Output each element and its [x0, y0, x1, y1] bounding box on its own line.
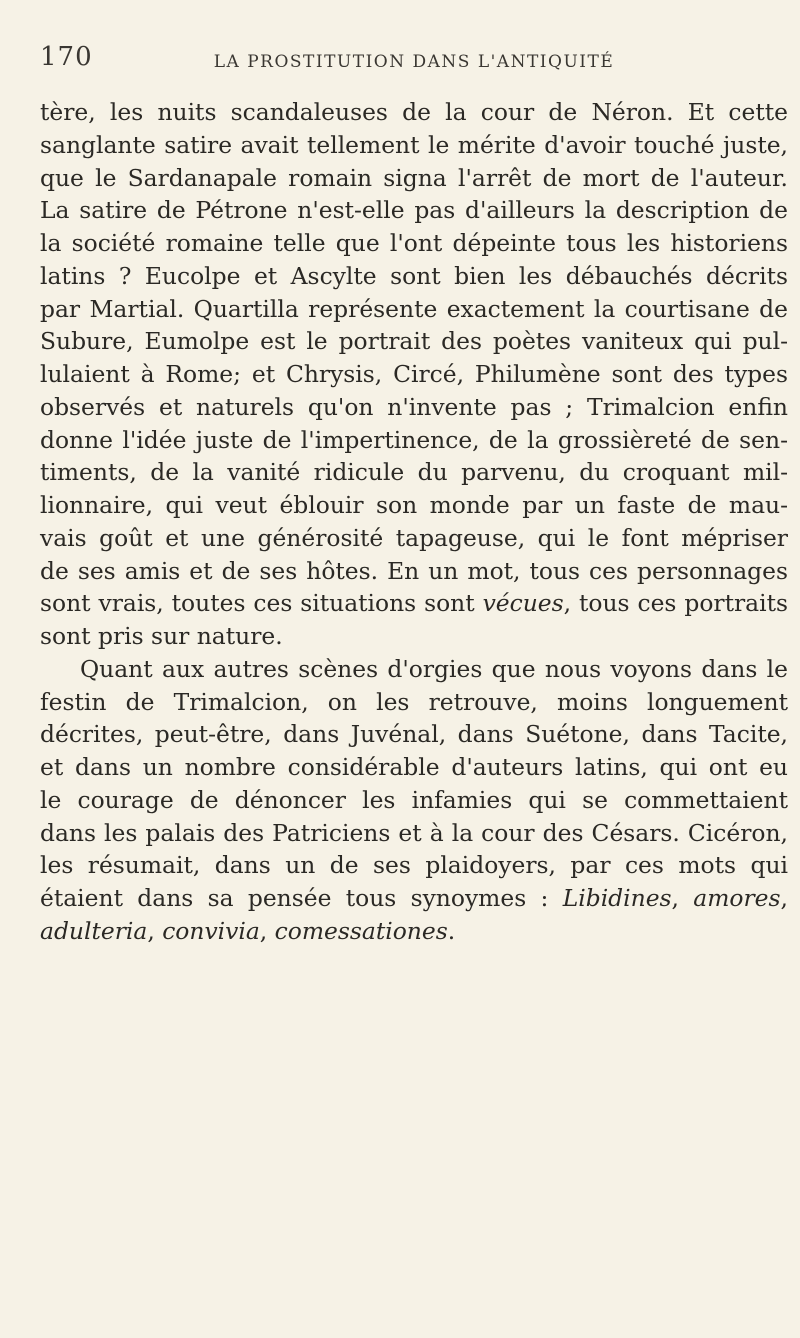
text-line: festin de Trimalcion, on les retrouve, moins longuement	[40, 687, 788, 716]
page-number: 170	[40, 42, 93, 72]
text-line: lionnaire, qui veut éblouir son monde par un faste de mau-	[40, 491, 788, 519]
italic-word: Libidines	[562, 884, 672, 912]
text-line: lulaient à Rome; et Chrysis, Circé, Philumène sont des types	[40, 360, 788, 388]
text-line: sont pris sur nature.	[40, 622, 283, 650]
text-run: ,	[780, 884, 788, 912]
italic-word: convivia	[162, 916, 260, 945]
text-line: décrites, peut-être, dans Juvénal, dans Suétone, dans Tacite,	[40, 720, 788, 749]
body-text	[40, 96, 788, 948]
text-line: de ses amis et de ses hôtes. En un mot, tous ces personnages	[40, 556, 788, 585]
paragraph-first-line: Quant aux autres scènes d'orgies que nous voyons dans le	[80, 654, 788, 683]
text-line: le courage de dénoncer les infamies qui se commettaient	[40, 785, 788, 814]
text-line	[40, 915, 788, 948]
italic-word: amores	[693, 884, 781, 912]
text-line: timents, de la vanité ridicule du parvenu, du croquant mil-	[40, 458, 788, 487]
text-line	[40, 587, 788, 620]
running-head	[40, 42, 788, 76]
text-line: donne l'idée juste de l'impertinence, de la grossièreté de sen-	[40, 425, 788, 454]
text-run: , tous ces portraits	[563, 589, 789, 618]
text-run: ,	[671, 884, 694, 912]
text-line: latins ? Eucolpe et Ascylte sont bien les débauchés décrits	[40, 261, 788, 290]
italic-word: comessationes	[274, 916, 448, 945]
text-line: tère, les nuits scandaleuses de la cour de Néron. Et cette	[40, 98, 788, 126]
text-run: .	[447, 916, 456, 945]
text-line: vais goût et une générosité tapageuse, qui le font mépriser	[40, 523, 788, 552]
text-run: étaient dans sa pensée tous synoymes :	[40, 884, 563, 912]
text-line: par Martial. Quartilla représente exactement la courtisane de	[40, 294, 788, 323]
text-run: sont vrais, toutes ces situations sont	[40, 589, 483, 618]
text-run: ,	[147, 916, 163, 945]
text-line: que le Sardanapale romain signa l'arrêt de mort de l'auteur.	[40, 163, 788, 192]
italic-word: vécues	[482, 589, 564, 618]
text-line: la société romaine telle que l'ont dépeinte tous les historiens	[40, 229, 788, 257]
text-line: observés et naturels qu'on n'invente pas ; Trimalcion enfin	[40, 392, 788, 421]
text-line: dans les palais des Patriciens et à la cour des Césars. Cicéron,	[40, 818, 788, 847]
running-title: LA PROSTITUTION DANS L'ANTIQUITÉ	[213, 52, 615, 72]
text-line: Subure, Eumolpe est le portrait des poètes vaniteux qui pul-	[40, 327, 788, 356]
text-line: et dans un nombre considérable d'auteurs latins, qui ont eu	[40, 753, 788, 781]
text-line: La satire de Pétrone n'est-elle pas d'ailleurs la description de	[40, 196, 788, 225]
text-run: ,	[259, 916, 275, 945]
text-line	[40, 882, 788, 915]
text-line: sanglante satire avait tellement le mérite d'avoir touché juste,	[40, 130, 788, 159]
italic-word: adulteria	[40, 916, 148, 945]
text-line: les résumait, dans un de ses plaidoyers, par ces mots qui	[40, 851, 788, 880]
